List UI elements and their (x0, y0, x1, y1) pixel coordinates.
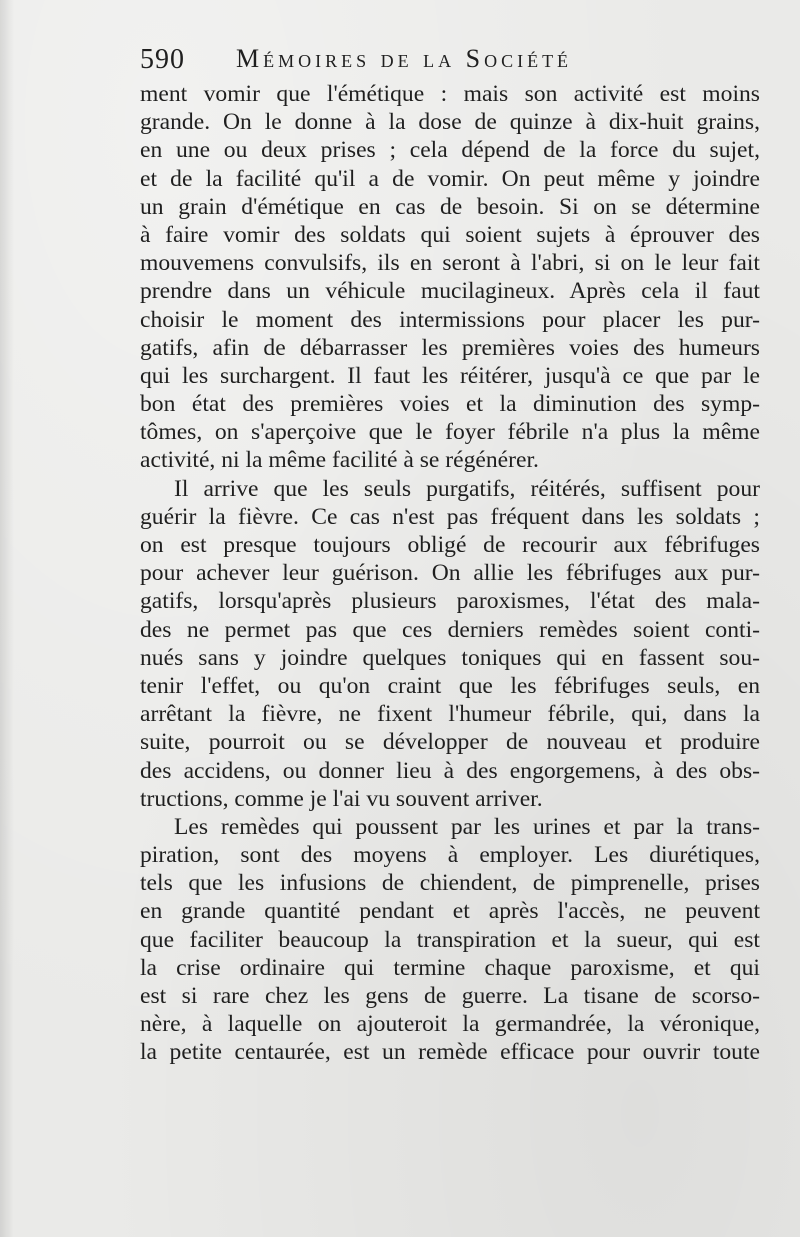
text-line: tômes, on s'aperçoive que le foyer fébrile n'a plus la même (140, 419, 760, 446)
text-line: un grain d'émétique en cas de besoin. Si on se détermine (140, 193, 760, 220)
text-line: des accidens, ou donner lieu à des engorgemens, à des obs- (140, 757, 760, 784)
text-line: en une ou deux prises ; cela dépend de la force du sujet, (140, 137, 760, 164)
text-line: gatifs, afin de débarrasser les premières voies des humeurs (140, 334, 760, 361)
text-line: prendre dans un véhicule mucilagineux. Après cela il faut (140, 278, 760, 305)
text-line: à faire vomir des soldats qui soient sujets à éprouver des (140, 221, 760, 248)
body-text (140, 80, 760, 1067)
text-line: et de la facilité qu'il a de vomir. On peut même y joindre (140, 165, 760, 192)
text-line: on est presque toujours obligé de recourir aux fébrifuges (140, 532, 760, 558)
text-line: qui les surchargent. Il faut les réitérer, jusqu'à ce que par le (140, 362, 760, 389)
text-line: est si rare chez les gens de guerre. La tisane de scorso- (140, 983, 760, 1009)
text-line: activité, ni la même facilité à se régénérer. (140, 447, 539, 474)
running-title: Mémoires de la Société (236, 44, 573, 73)
text-line: grande. On le donne à la dose de quinze à dix-huit grains, (140, 109, 760, 136)
text-line: ment vomir que l'émétique : mais son activité est moins (140, 81, 760, 107)
text-line: Les remèdes qui poussent par les urines et par la trans- (174, 813, 760, 840)
text-line: gatifs, lorsqu'après plusieurs paroxismes, l'état des mala- (140, 588, 760, 615)
text-line: tenir l'effet, ou qu'on craint que les fébrifuges seuls, en (140, 672, 760, 699)
text-line: la petite centaurée, est un remède efficace pour ouvrir toute (140, 1039, 760, 1066)
text-line: choisir le moment des intermissions pour placer les pur- (140, 306, 760, 333)
text-line: arrêtant la fièvre, ne fixent l'humeur fébrile, qui, dans la (140, 701, 760, 728)
text-line: des ne permet pas que ces derniers remèdes soient conti- (140, 616, 760, 643)
text-line: mouvemens convulsifs, ils en seront à l'abri, si on le leur fait (140, 250, 760, 277)
text-line: pour achever leur guérison. On allie les fébrifuges aux pur- (140, 560, 760, 587)
text-line: bon état des premières voies et la diminution des symp- (140, 391, 760, 418)
text-line: que faciliter beaucoup la transpiration et la sueur, qui est (140, 926, 760, 953)
text-line: tructions, comme je l'ai vu souvent arriver. (140, 785, 543, 812)
text-line: la crise ordinaire qui termine chaque paroxisme, et qui (140, 954, 760, 981)
text-line: suite, pourroit ou se développer de nouveau et produire (140, 729, 760, 756)
text-line: nués sans y joindre quelques toniques qui en fassent sou- (140, 644, 760, 671)
text-line: nère, à laquelle on ajouteroit la germandrée, la véronique, (140, 1011, 760, 1038)
page-header (140, 44, 660, 84)
text-line: piration, sont des moyens à employer. Les diurétiques, (140, 842, 760, 869)
text-line: tels que les infusions de chiendent, de pimprenelle, prises (140, 870, 760, 897)
text-line: guérir la fièvre. Ce cas n'est pas fréquent dans les soldats ; (140, 503, 760, 530)
text-line: en grande quantité pendant et après l'accès, ne peuvent (140, 898, 760, 925)
text-line: Il arrive que les seuls purgatifs, réitérés, suffisent pour (174, 475, 760, 502)
page-gutter-shadow (0, 0, 14, 1237)
page-number: 590 (140, 44, 185, 75)
